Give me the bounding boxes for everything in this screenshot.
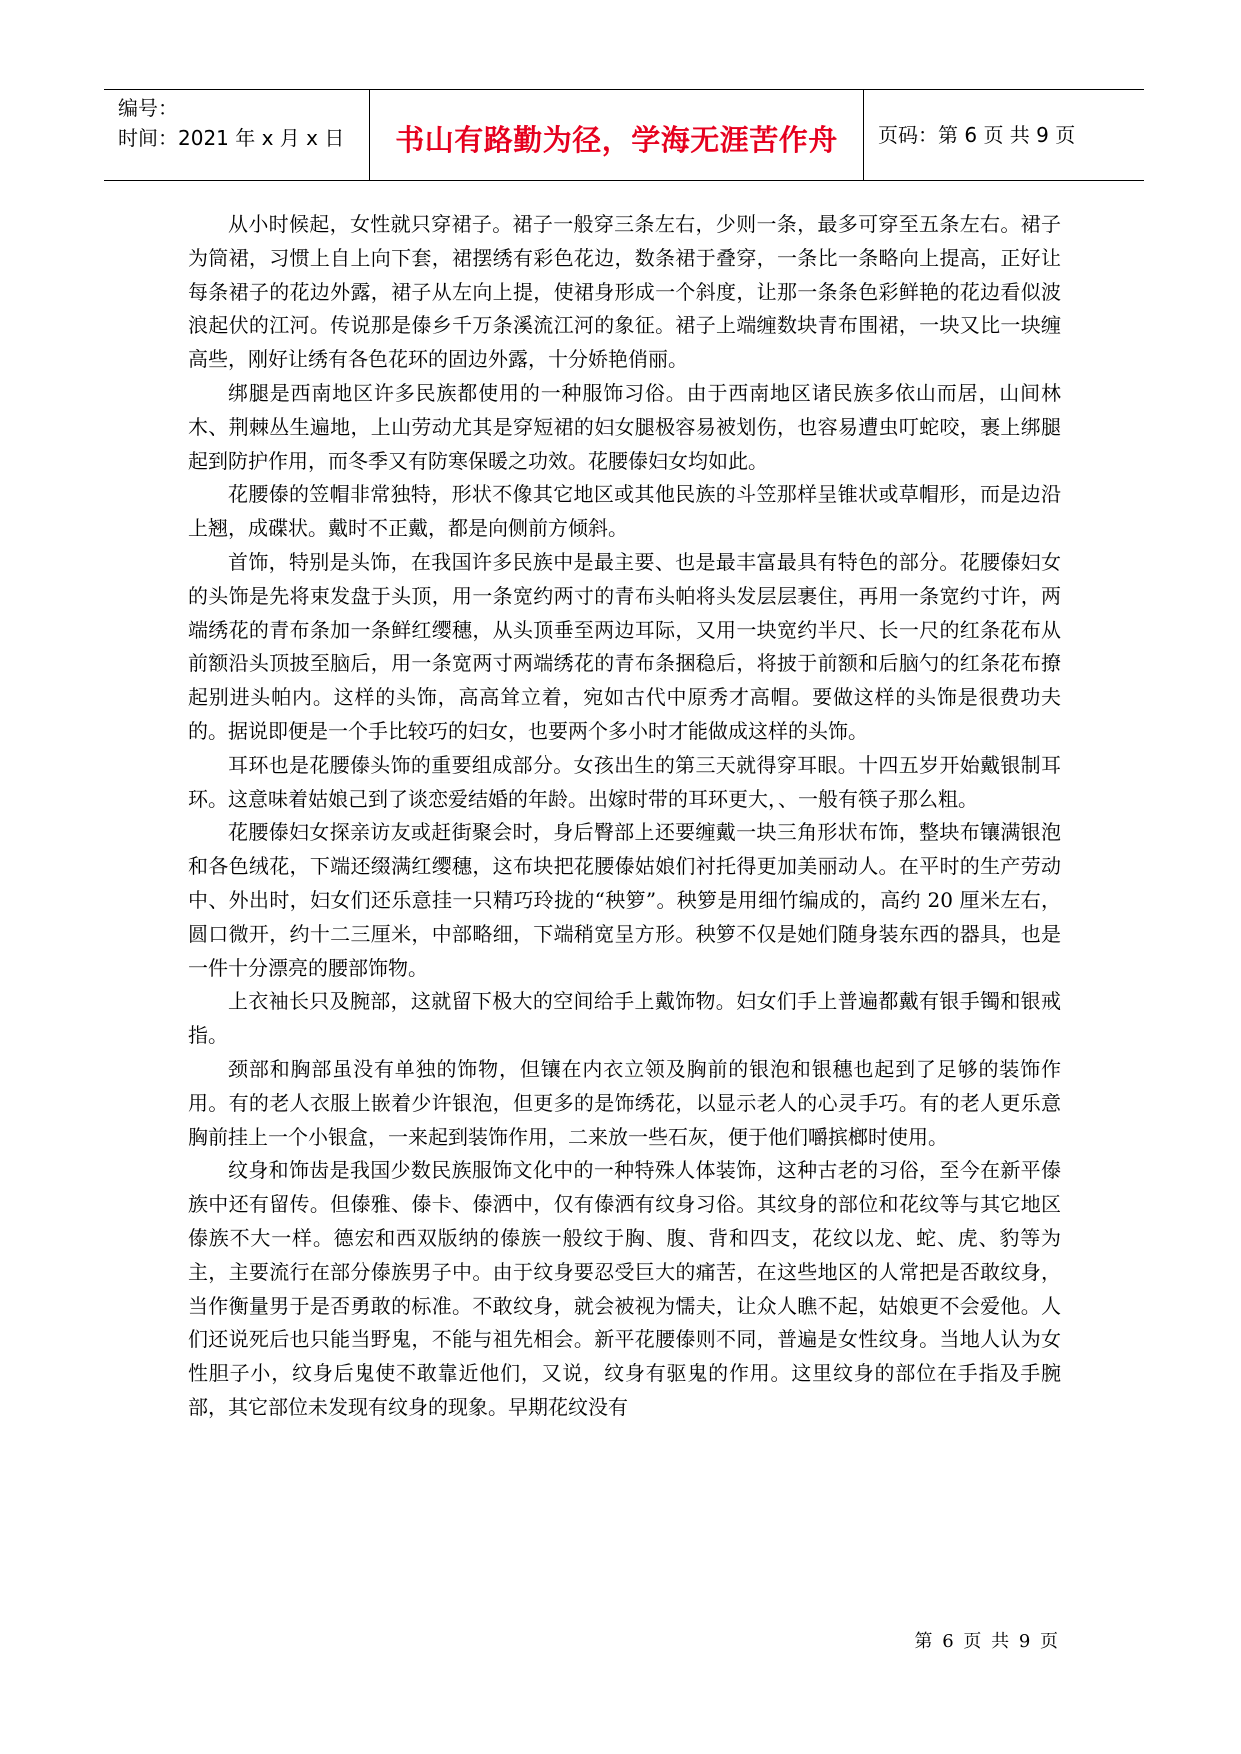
page-header — [104, 89, 1144, 181]
page-footer-number: 第 6 页 共 9 页 — [914, 1631, 1060, 1652]
header-page-code: 页码：第 6 页 共 9 页 — [878, 123, 1076, 147]
paragraph: 绑腿是西南地区许多民族都使用的一种服饰习俗。由于西南地区诸民族多依山而居，山间林木、荆棘丛生遍地，上山劳动尤其是穿短裙的妇女腿极容易被划伤，也容易遭虫叮蛇咬，裹上绑腿起到防护作用，而冬季又有防寒保暖之功效。花腰傣妇女均如此。 — [188, 380, 1061, 473]
paragraph: 花腰傣妇女探亲访友或赶街聚会时，身后臀部上还要缠戴一块三角形状布饰，整块布镶满银泡和各色绒花，下端还缀满红缨穗，这布块把花腰傣姑娘们衬托得更加美丽动人。在平时的生产劳动中、外出时，妇女们还乐意挂一只精巧玲拢的“秧箩”。秧箩是用细竹编成的，高约 20 厘米左右，圆口微开，约十二三厘米，中部略细，下端稍宽呈方形。秧箩不仅是她们随身装东西的器具，也是一件十分漂亮的腰部饰物。 — [188, 820, 1061, 980]
paragraph: 首饰，特别是头饰，在我国许多民族中是最主要、也是最丰富最具有特色的部分。花腰傣妇女的头饰是先将束发盘于头顶，用一条宽约两寸的青布头帕将头发层层裹住，再用一条宽约寸许，两端绣花的青布条加一条鲜红缨穗，从头顶垂至两边耳际，又用一块宽约半尺、长一尺的红条花布从前额沿头顶披至脑后，用一条宽两寸两端绣花的青布条捆稳后，将披于前额和后脑勺的红条花布撩起别进头帕内。这样的头饰，高高耸立着，宛如古代中原秀才高帽。要做这样的头饰是很费功夫的。据说即便是一个手比较巧的妇女，也要两个多小时才能做成这样的头饰。 — [188, 549, 1061, 743]
document-number-label: 编号： — [118, 96, 178, 120]
paragraph: 上衣袖长只及腕部，这就留下极大的空间给手上戴饰物。妇女们手上普遍都戴有银手镯和银戒指。 — [188, 989, 1061, 1048]
header-meta-cell — [104, 90, 370, 180]
header-motto: 书山有路勤为径，学海无涯苦作舟 — [370, 90, 864, 180]
document-time-label: 时间：2021 年 x 月 x 日 — [118, 126, 345, 150]
document-body — [188, 208, 1061, 1425]
paragraph: 耳环也是花腰傣头饰的重要组成部分。女孩出生的第三天就得穿耳眼。十四五岁开始戴银制耳环。这意味着姑娘己到了谈恋爱结婚的年龄。出嫁时带的耳环更大，、一般有筷子那么粗。 — [188, 752, 1061, 811]
paragraph: 花腰傣的笠帽非常独特，形状不像其它地区或其他民族的斗笠那样呈锥状或草帽形，而是边沿上翘，成碟状。戴时不正戴，都是向侧前方倾斜。 — [188, 482, 1061, 541]
paragraph: 纹身和饰齿是我国少数民族服饰文化中的一种特殊人体装饰，这种古老的习俗，至今在新平傣族中还有留传。但傣雅、傣卡、傣洒中，仅有傣洒有纹身习俗。其纹身的部位和花纹等与其它地区傣族不大一样。德宏和西双版纳的傣族一般纹于胸、腹、背和四支，花纹以龙、蛇、虎、豹等为主，主要流行在部分傣族男子中。由于纹身要忍受巨大的痛苦，在这些地区的人常把是否敢纹身，当作衡量男于是否勇敢的标准。不敢纹身，就会被视为懦夫，让众人瞧不起，姑娘更不会爱他。人们还说死后也只能当野鬼，不能与祖先相会。新平花腰傣则不同，普遍是女性纹身。当地人认为女性胆子小，纹身后鬼使不敢靠近他们，又说，纹身有驱鬼的作用。这里纹身的部位在手指及手腕部，其它部位未发现有纹身的现象。早期花纹没有 — [188, 1158, 1061, 1419]
paragraph: 从小时候起，女性就只穿裙子。裙子一般穿三条左右，少则一条，最多可穿至五条左右。裙子为筒裙，习惯上自上向下套，裙摆绣有彩色花边，数条裙于叠穿，一条比一条略向上提高，正好让每条裙子的花边外露，裙子从左向上提，使裙身形成一个斜度，让那一条条色彩鲜艳的花边看似波浪起伏的江河。传说那是傣乡千万条溪流江河的象征。裙子上端缠数块青布围裙，一块又比一块缠高些，刚好让绣有各色花环的固边外露，十分娇艳俏丽。 — [188, 212, 1061, 372]
paragraph: 颈部和胸部虽没有单独的饰物，但镶在内衣立领及胸前的银泡和银穗也起到了足够的装饰作用。有的老人衣服上嵌着少许银泡，但更多的是饰绣花，以显示老人的心灵手巧。有的老人更乐意胸前挂上一个小银盒，一来起到装饰作用，二来放一些石灰，便于他们嚼摈榔时使用。 — [188, 1056, 1061, 1149]
